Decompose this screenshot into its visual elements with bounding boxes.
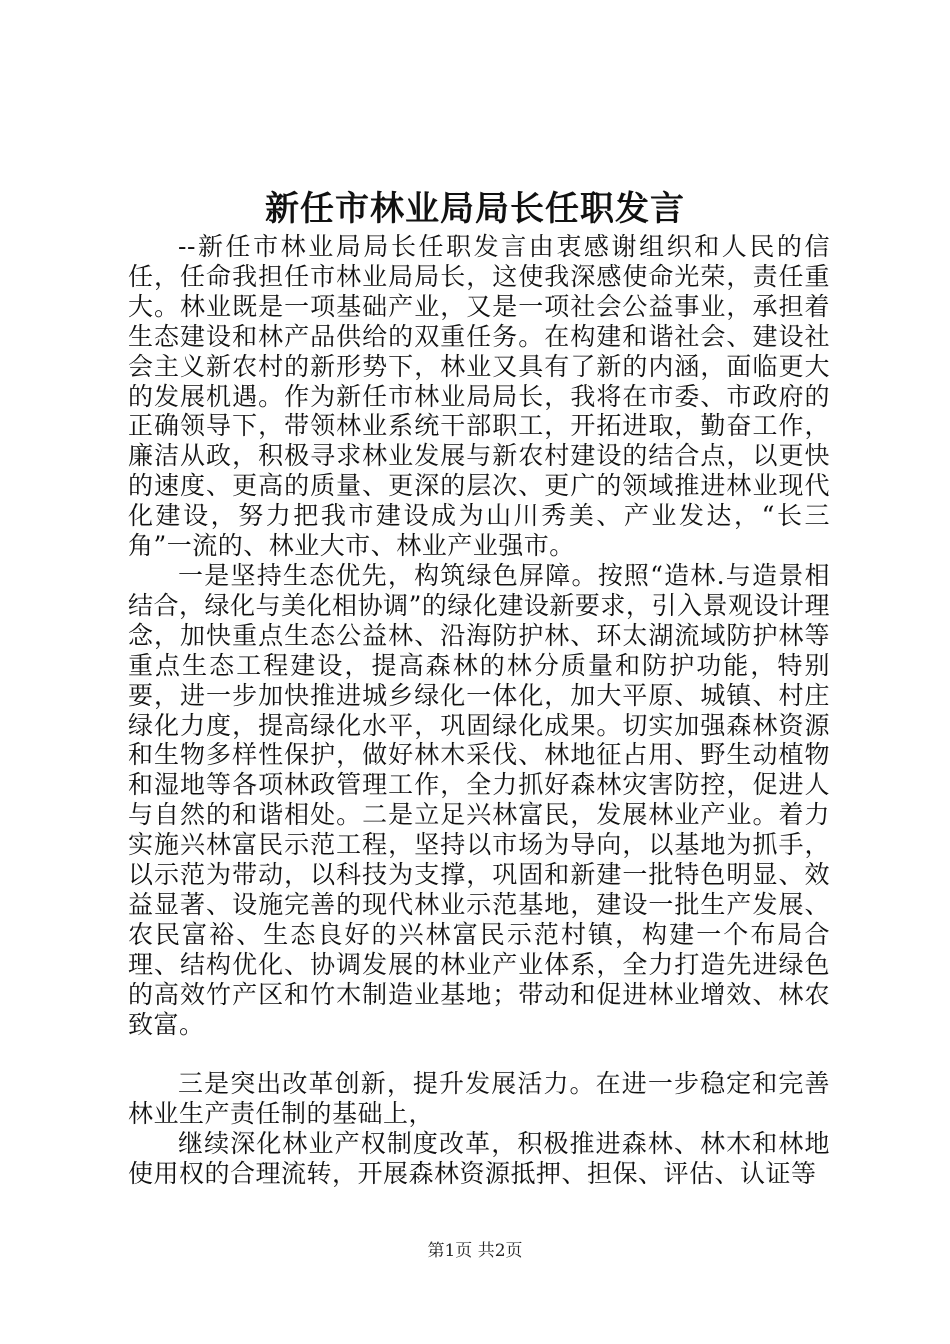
document-body bbox=[128, 232, 830, 1189]
paragraph-intro: --新任市林业局局长任职发言由衷感谢组织和人民的信任，任命我担任市林业局局长，这使我深感使命光荣，责任重大。林业既是一项基础产业，又是一项社会公益事业，承担着生态建设和林产品供给的双重任务。在构建和谐社会、建设社会主义新农村的新形势下，林业又具有了新的内涵，面临更大的发展机遇。作为新任市林业局局长，我将在市委、市政府的正确领导下，带领林业系统干部职工，开拓进取，勤奋工作，廉洁从政，积极寻求林业发展与新农村建设的结合点，以更快的速度、更高的质量、更深的层次、更广的领域推进林业现代化建设，努力把我市建设成为山川秀美、产业发达，“长三角”一流的、林业大市、林业产业强市。 bbox=[128, 232, 830, 561]
paragraph-point-one-two: 一是坚持生态优先，构筑绿色屏障。按照“造林.与造景相结合，绿化与美化相协调”的绿化建设新要求，引入景观设计理念，加快重点生态公益林、沿海防护林、环太湖流域防护林等重点生态工程建设，提高森林的林分质量和防护功能，特别要，进一步加快推进城乡绿化一体化，加大平原、城镇、村庄绿化力度，提高绿化水平，巩固绿化成果。切实加强森林资源和生物多样性保护，做好林木采伐、林地征占用、野生动植物和湿地等各项林政管理工作，全力抓好森林灾害防控，促进人与自然的和谐相处。二是立足兴林富民，发展林业产业。着力实施兴林富民示范工程，坚持以市场为导向，以基地为抓手，以示范为带动，以科技为支撑，巩固和新建一批特色明显、效益显著、设施完善的现代林业示范基地，建设一批生产发展、农民富裕、生态良好的兴林富民示范村镇，构建一个布局合理、结构优化、协调发展的林业产业体系，全力打造先进绿色的高效竹产区和竹木制造业基地；带动和促进林业增效、林农致富。 bbox=[128, 560, 830, 1039]
paragraph-point-three: 三是突出改革创新，提升发展活力。在进一步稳定和完善林业生产责任制的基础上， bbox=[128, 1069, 830, 1129]
page-number-footer: 第1页 共2页 bbox=[427, 1241, 523, 1261]
document-title: 新任市林业局局长任职发言 bbox=[265, 189, 685, 229]
paragraph-continuation: 继续深化林业产权制度改革，积极推进森林、林木和林地使用权的合理流转，开展森林资源抵押、担保、评估、认证等 bbox=[128, 1129, 830, 1189]
